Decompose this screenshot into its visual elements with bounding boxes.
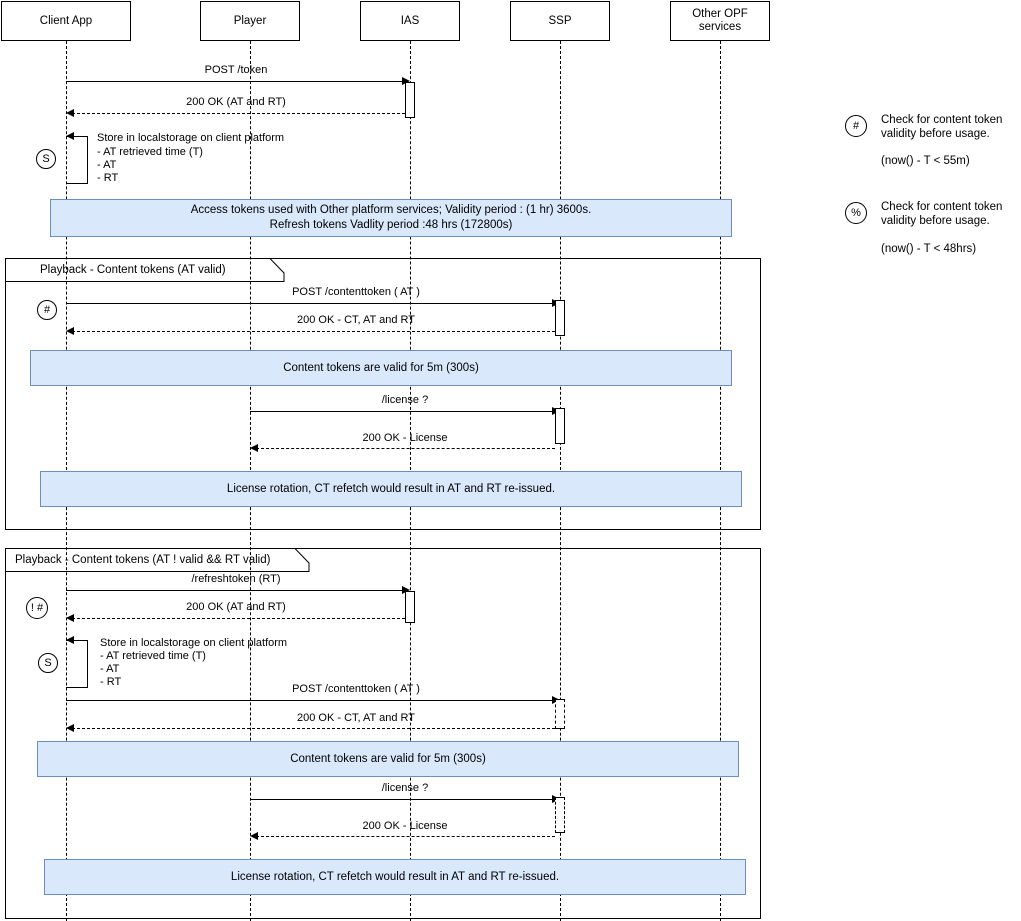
msg-label-200-ok-license-2: 200 OK - License [362, 820, 448, 832]
msg-line-post-contenttoken-2 [66, 700, 552, 701]
legend-symbol-hash-label: # [852, 120, 860, 132]
legend-symbol-hash [845, 115, 867, 137]
msg-arrow-200-ok-at-rt [66, 109, 74, 117]
fragment-label-at-valid: Playback - Content tokens (AT valid) [40, 264, 226, 276]
msg-arrow-200-ok-license-2 [250, 832, 258, 840]
msg-label-200-ok-ct-2: 200 OK - CT, AT and RT [297, 712, 415, 724]
legend-symbol-percent [845, 202, 867, 224]
msg-line-200-ok-at-rt [72, 113, 405, 114]
note-content-token-valid-2 [37, 741, 739, 777]
activation-ias-2 [405, 591, 415, 623]
selfnote-line-store-1-2: - RT [97, 172, 119, 184]
msg-label-license-1: /license ? [381, 394, 429, 406]
msg-line-license-2 [250, 799, 552, 800]
msg-line-200-ok-license-2 [256, 836, 555, 837]
legend-formula-hash: (now() - T < 55m) [881, 155, 970, 167]
note-content-token-valid-1-text: Content tokens are valid for 5m (300s) [283, 361, 479, 374]
note-license-rotation-2-text: License rotation, CT refetch would result in AT and RT re-issued. [230, 870, 560, 883]
msg-line-200-ok-at-rt-2 [72, 618, 405, 619]
lifeline-label-ias: IAS [400, 14, 420, 27]
msg-label-post-contenttoken-1: POST /contenttoken ( AT ) [292, 286, 420, 298]
msg-label-200-ok-license-1: 200 OK - License [362, 432, 448, 444]
note-license-rotation-1 [40, 471, 742, 507]
selfmsg-line-store-2-top [66, 640, 88, 641]
legend-text-percent: Check for content token validity before usage. [881, 201, 1003, 227]
note-license-rotation-2 [44, 859, 746, 895]
note-license-rotation-1-text: License rotation, CT refetch would result in AT and RT re-issued. [226, 482, 556, 495]
legend-formula-percent: (now() - T < 48hrs) [881, 243, 977, 255]
msg-label-refreshtoken: /refreshtoken (RT) [191, 573, 281, 585]
fragment-label-at-invalid: Playback - Content tokens (AT ! valid && RT valid) [15, 554, 271, 566]
activation-ssp-1 [555, 300, 565, 336]
activation-ias-1 [405, 82, 415, 118]
note-access-token-validity-line1: Access tokens used with Other platform services; Validity period : (1 hr) 3600s. [190, 204, 592, 216]
msg-arrow-200-ok-at-rt-2 [66, 614, 74, 622]
note-content-token-valid-1 [30, 350, 732, 386]
marker-label-s-2: S [44, 657, 52, 669]
lifeline-label-other-opf-services: Other OPF services [692, 8, 748, 33]
note-content-token-valid-2-text: Content tokens are valid for 5m (300s) [290, 752, 486, 765]
lifeline-head-ssp[interactable] [510, 1, 610, 41]
selfnote-line-store-2-1: - AT [100, 663, 120, 675]
lifeline-head-other-opf-services[interactable] [670, 1, 770, 41]
msg-line-post-contenttoken-1 [66, 303, 552, 304]
selfnote-line-store-2-2: - RT [100, 676, 122, 688]
legend-text-hash: Check for content token validity before usage. [881, 114, 1003, 140]
msg-label-post-contenttoken-2: POST /contenttoken ( AT ) [292, 683, 420, 695]
msg-line-post-token [66, 81, 402, 82]
msg-arrow-200-ok-ct-2 [66, 724, 74, 732]
lifeline-head-client-app[interactable] [1, 1, 131, 41]
msg-label-post-token: POST /token [204, 64, 268, 76]
msg-label-200-ok-at-rt: 200 OK (AT and RT) [186, 96, 286, 108]
msg-arrow-200-ok-ct-1 [66, 327, 74, 335]
selfbox-store-2 [66, 640, 88, 688]
note-access-token-validity-line2: Refresh tokens Vadlity period :48 hrs (172800s) [269, 219, 513, 231]
msg-label-200-ok-at-rt-2: 200 OK (AT and RT) [186, 601, 286, 613]
msg-line-200-ok-license-1 [256, 448, 555, 449]
marker-not-hash [26, 597, 48, 619]
selfnote-line-store-2-0: - AT retrieved time (T) [100, 650, 206, 662]
marker-hash-1 [37, 300, 57, 320]
msg-label-200-ok-ct-1: 200 OK - CT, AT and RT [297, 314, 415, 326]
selfbox-store-1 [66, 136, 88, 184]
selfnote-title-store-2: Store in localstorage on client platform [100, 637, 288, 649]
lifeline-head-ias[interactable] [360, 1, 460, 41]
lifeline-label-client-app: Client App [39, 14, 93, 27]
lifeline-head-player[interactable] [200, 1, 300, 41]
selfnote-line-store-1-0: - AT retrieved time (T) [97, 146, 203, 158]
note-access-token-validity [50, 199, 732, 237]
marker-store-localstorage-1 [36, 149, 56, 169]
msg-line-license-1 [250, 411, 552, 412]
msg-line-refreshtoken [66, 590, 402, 591]
selfnote-title-store-1: Store in localstorage on client platform [97, 132, 285, 144]
selfnote-line-store-1-1: - AT [97, 159, 117, 171]
msg-arrow-200-ok-license-1 [250, 444, 258, 452]
marker-label-hash-1: # [43, 304, 51, 316]
msg-line-200-ok-ct-2 [72, 728, 555, 729]
marker-store-localstorage-2 [38, 653, 58, 673]
msg-label-license-2: /license ? [381, 782, 429, 794]
activation-ssp-4 [555, 797, 565, 833]
marker-label-s-1: S [42, 153, 50, 165]
msg-line-200-ok-ct-1 [72, 331, 555, 332]
lifeline-label-ssp: SSP [548, 14, 572, 27]
activation-ssp-3 [555, 699, 565, 729]
legend-symbol-percent-label: % [851, 207, 861, 219]
marker-label-not-hash: ! # [30, 602, 44, 614]
selfmsg-line-store-1-top [66, 136, 88, 137]
activation-ssp-2 [555, 408, 565, 444]
lifeline-label-player: Player [233, 14, 267, 27]
